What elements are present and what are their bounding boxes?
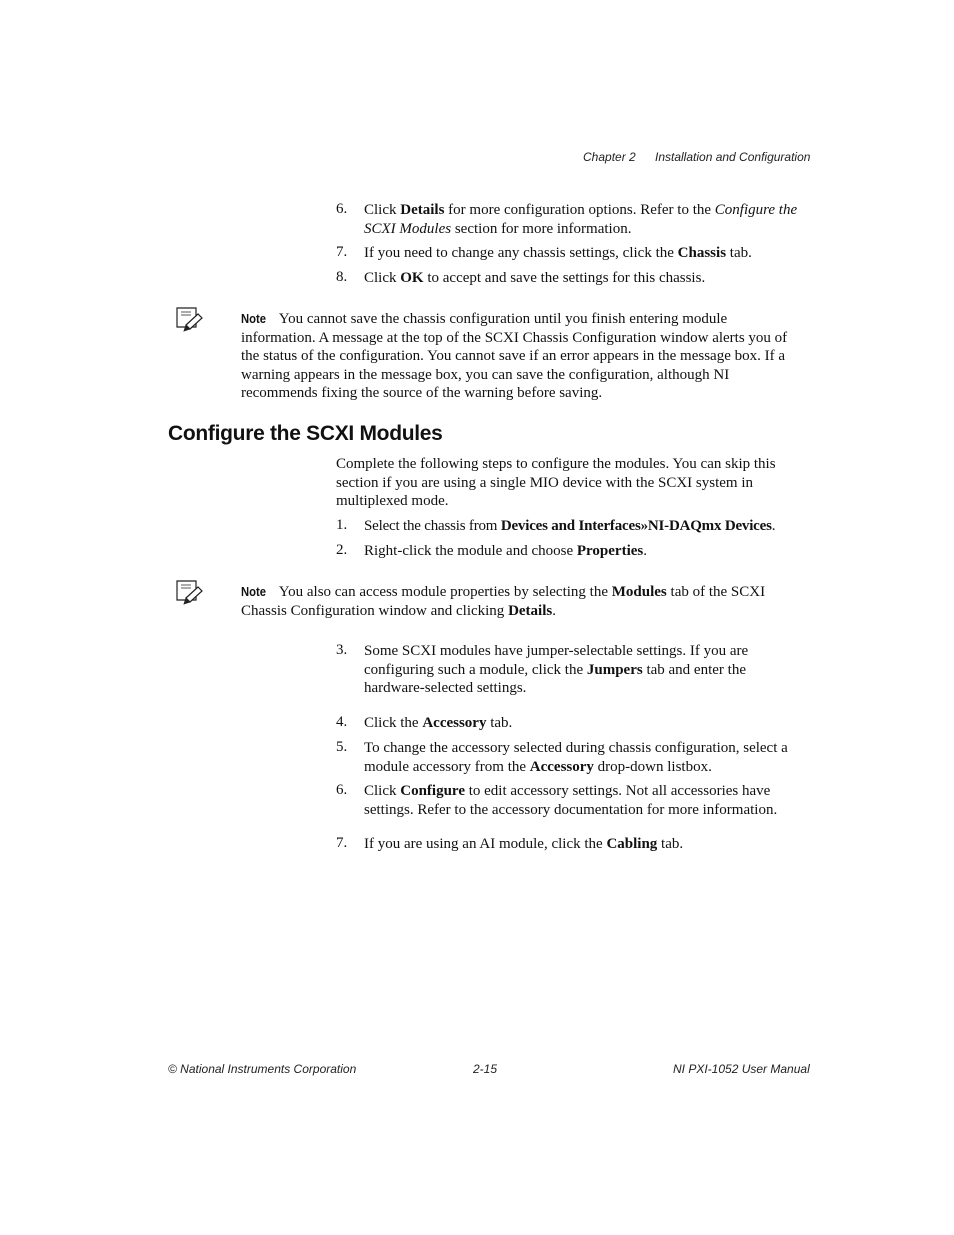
bold-term: Devices and Interfaces»NI-DAQmx Devices [500,518,772,534]
bold-term: Modules [611,584,667,600]
text-run: Right-click the module and choose [364,543,577,559]
text-run: Select the chassis from [364,518,501,534]
step-number: 8. [336,269,348,285]
note-pencil-icon [174,578,206,606]
note-2 [241,583,801,620]
footer-copyright: © National Instruments Corporation [168,1062,357,1076]
note-label: Note [241,585,267,599]
bold-term: Configure [400,783,465,799]
step-text [364,542,804,561]
note-pencil-icon [174,305,206,333]
step-number: 2. [336,542,348,558]
step-number: 6. [336,782,348,798]
step-text [364,782,804,819]
step-number: 5. [336,739,348,755]
step-text [364,739,804,776]
text-run: . [643,543,647,559]
text-run: To change the accessory selected during chassis configuration, select a module accessory from the [364,740,788,775]
bold-term: Jumpers [586,661,643,678]
bold-term: Properties [576,543,644,559]
note-2-text [241,584,765,619]
section-heading: Configure the SCXI Modules [168,422,443,445]
text-run: tab. [486,715,513,731]
step-text [364,714,804,733]
footer-manual-title: NI PXI-1052 User Manual [673,1062,810,1076]
text-run: for more configuration options. Refer to the [444,202,715,218]
text-run: Some SCXI modules have jumper-selectable settings. If you are configuring such a module, click the [364,643,749,678]
text-run: Click [364,270,401,286]
text-run: If you are using an AI module, click the [364,836,607,852]
bold-term: Details [508,602,553,619]
text-run: to edit accessory settings. Not all accessories have settings. Refer to the accessory documentation for more information. [364,783,778,818]
step-number: 4. [336,714,348,730]
step-text [364,517,814,536]
step-number: 1. [336,517,348,533]
text-run: drop-down listbox. [593,758,712,775]
bold-term: Cabling [606,836,658,852]
text-run: to accept and save the settings for this chassis. [423,270,706,286]
bold-term: Chassis [677,245,727,261]
text-run: If you need to change any chassis settings, click the [364,245,678,261]
step-text [364,269,804,288]
step-number: 6. [336,201,348,217]
note-1-text: You cannot save the chassis configuration until you finish entering module information. A message at the top of the SCXI Chassis Configuration window alerts you of the status of the configuration. You cannot save if an error appears in the message box. If a warning appears in the message box, you can save the configuration, although NI recommends fixing the source of the warning before saving. [241,311,788,401]
footer-page-number: 2-15 [473,1062,498,1076]
text-run: . [552,602,556,619]
text-run: . [771,518,776,534]
header-title: Installation and Configuration [655,150,811,164]
text-run: section for more information. [451,220,632,237]
step-text [364,244,804,263]
text-run: You also can access module properties by selecting the [278,584,612,600]
step-number: 3. [336,642,348,658]
note-1 [241,310,801,403]
note-label: Note [241,312,267,326]
text-run: Click [364,783,401,799]
bold-term: OK [400,270,424,286]
italic-reference: Configure the SCXI Modules [364,202,798,237]
bold-term: Accessory [529,758,594,775]
bold-term: Details [400,202,445,218]
text-run: tab. [657,836,684,852]
step-text [364,201,804,238]
step-number: 7. [336,835,348,851]
header-chapter: Chapter 2 [583,150,636,164]
step-number: 7. [336,244,348,260]
bold-term: Accessory [422,715,487,731]
text-run: tab and enter the hardware-selected settings. [364,661,746,696]
text-run: Click the [364,715,423,731]
text-run: Click [364,202,401,218]
text-run: tab of the SCXI Chassis Configuration window and clicking [241,584,766,619]
step-text [364,835,804,854]
section-intro: Complete the following steps to configure the modules. You can skip this section if you are using a single MIO device with the SCXI system in multiplexed mode. [336,456,776,509]
text-run: tab. [726,245,752,261]
step-text [364,642,804,698]
